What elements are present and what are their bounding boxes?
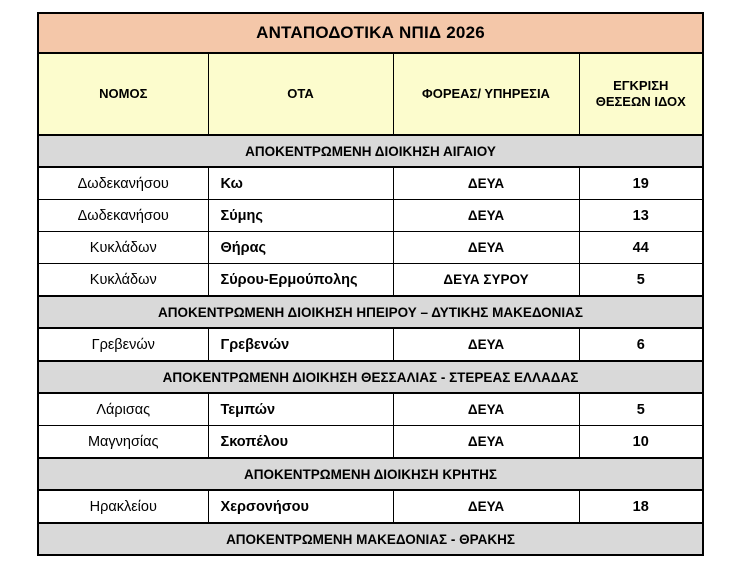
cell-ota: Κω xyxy=(208,167,393,200)
section-heading: ΑΠΟΚΕΝΤΡΩΜΕΝΗ ΔΙΟΙΚΗΣΗ ΘΕΣΣΑΛΙΑΣ - ΣΤΕΡΕΑΣ ΕΛΛΑΔΑΣ xyxy=(38,361,703,393)
cell-nomos: Ηρακλείου xyxy=(38,490,208,523)
cell-theseis: 5 xyxy=(579,393,703,426)
cell-ota: Τεμπών xyxy=(208,393,393,426)
cell-theseis: 13 xyxy=(579,200,703,232)
cell-foreas: ΔΕΥΑ ΣΥΡΟΥ xyxy=(393,264,579,297)
table-header-row xyxy=(38,53,703,135)
table-data-body xyxy=(38,135,703,555)
column-header-theseis-line2: ΘΕΣΕΩΝ ΙΔΟΧ xyxy=(595,94,686,109)
table-row xyxy=(38,393,703,426)
cell-foreas: ΔΕΥΑ xyxy=(393,490,579,523)
cell-theseis: 19 xyxy=(579,167,703,200)
table-row xyxy=(38,232,703,264)
table-body xyxy=(38,13,703,135)
cell-foreas: ΔΕΥΑ xyxy=(393,200,579,232)
column-header-theseis xyxy=(579,53,703,135)
cell-nomos: Κυκλάδων xyxy=(38,264,208,297)
section-header-row xyxy=(38,458,703,490)
table-row xyxy=(38,426,703,459)
cell-theseis: 44 xyxy=(579,232,703,264)
column-header-theseis-line1: ΕΓΚΡΙΣΗ xyxy=(613,77,669,93)
cell-foreas: ΔΕΥΑ xyxy=(393,328,579,361)
cell-theseis: 5 xyxy=(579,264,703,297)
column-header-nomos: ΝΟΜΟΣ xyxy=(38,53,208,135)
table-row xyxy=(38,328,703,361)
column-header-ota: ΟΤΑ xyxy=(208,53,393,135)
cell-nomos: Δωδεκανήσου xyxy=(38,167,208,200)
table-title-row xyxy=(38,13,703,53)
cell-ota: Σύρου-Ερμούπολης xyxy=(208,264,393,297)
table-container xyxy=(37,12,702,556)
cell-ota: Χερσονήσου xyxy=(208,490,393,523)
cell-foreas: ΔΕΥΑ xyxy=(393,167,579,200)
section-header-row xyxy=(38,135,703,167)
table-row xyxy=(38,167,703,200)
section-heading: ΑΠΟΚΕΝΤΡΩΜΕΝΗ ΔΙΟΙΚΗΣΗ ΑΙΓΑΙΟΥ xyxy=(38,135,703,167)
cell-nomos: Γρεβενών xyxy=(38,328,208,361)
cell-theseis: 6 xyxy=(579,328,703,361)
cell-foreas: ΔΕΥΑ xyxy=(393,393,579,426)
section-header-row xyxy=(38,361,703,393)
section-heading: ΑΠΟΚΕΝΤΡΩΜΕΝΗ ΔΙΟΙΚΗΣΗ ΚΡΗΤΗΣ xyxy=(38,458,703,490)
cell-theseis: 18 xyxy=(579,490,703,523)
section-heading: ΑΠΟΚΕΝΤΡΩΜΕΝΗ ΜΑΚΕΔΟΝΙΑΣ - ΘΡΑΚΗΣ xyxy=(38,523,703,555)
table-title: ΑΝΤΑΠΟΔΟΤΙΚΑ ΝΠΙΔ 2026 xyxy=(38,13,703,53)
cell-theseis: 10 xyxy=(579,426,703,459)
table-row xyxy=(38,490,703,523)
section-header-row xyxy=(38,523,703,555)
table-row xyxy=(38,264,703,297)
cell-nomos: Μαγνησίας xyxy=(38,426,208,459)
section-heading: ΑΠΟΚΕΝΤΡΩΜΕΝΗ ΔΙΟΙΚΗΣΗ ΗΠΕΙΡΟΥ – ΔΥΤΙΚΗΣ ΜΑΚΕΔΟΝΙΑΣ xyxy=(38,296,703,328)
cell-ota: Σύμης xyxy=(208,200,393,232)
cell-ota: Γρεβενών xyxy=(208,328,393,361)
column-header-foreas: ΦΟΡΕΑΣ/ ΥΠΗΡΕΣΙΑ xyxy=(393,53,579,135)
cell-ota: Σκοπέλου xyxy=(208,426,393,459)
cell-foreas: ΔΕΥΑ xyxy=(393,232,579,264)
cell-nomos: Κυκλάδων xyxy=(38,232,208,264)
cell-ota: Θήρας xyxy=(208,232,393,264)
cell-nomos: Δωδεκανήσου xyxy=(38,200,208,232)
allocations-table xyxy=(37,12,704,556)
table-row xyxy=(38,200,703,232)
cell-nomos: Λάρισας xyxy=(38,393,208,426)
section-header-row xyxy=(38,296,703,328)
cell-foreas: ΔΕΥΑ xyxy=(393,426,579,459)
